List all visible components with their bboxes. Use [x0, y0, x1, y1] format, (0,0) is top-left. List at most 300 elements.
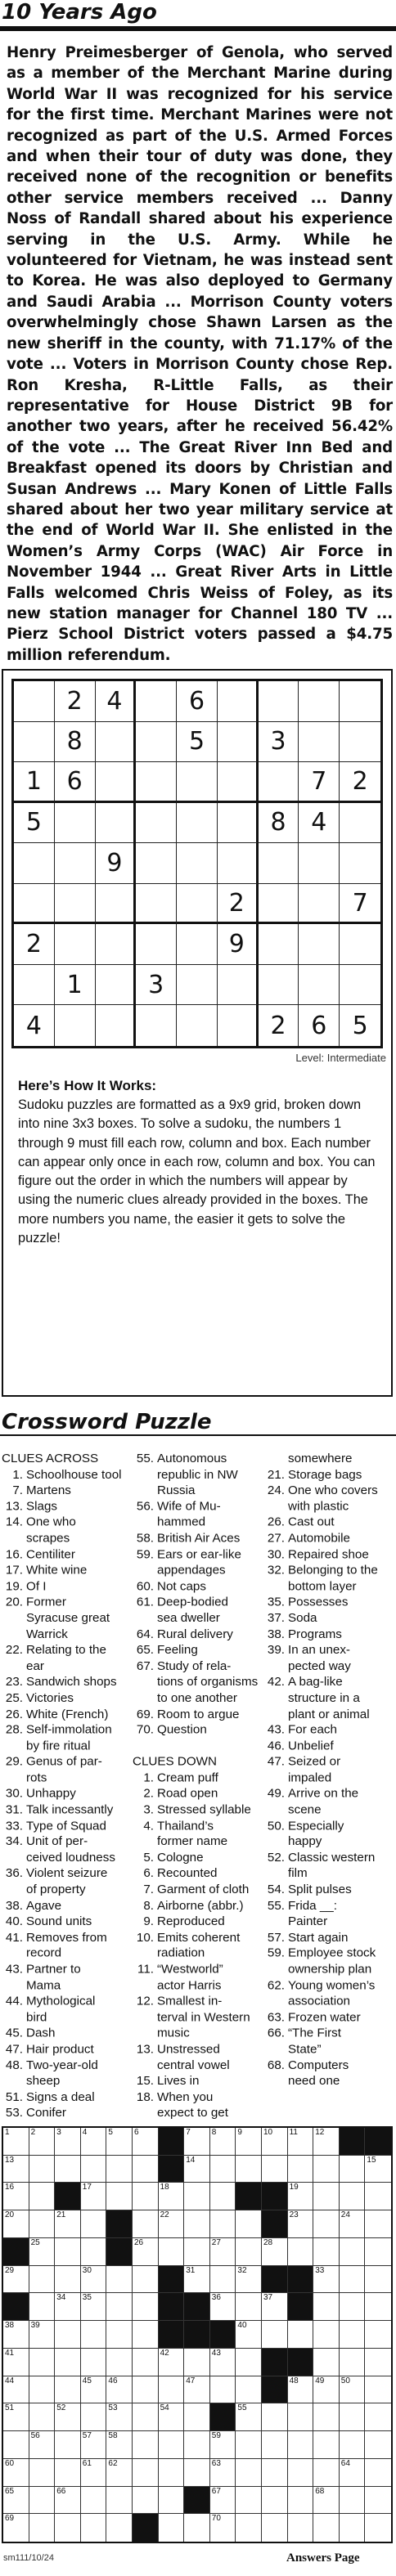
sudoku-cell [136, 924, 177, 965]
crossword-cell[interactable] [288, 2431, 314, 2459]
crossword-cell[interactable] [313, 2459, 340, 2487]
crossword-cell[interactable] [210, 2431, 236, 2459]
crossword-cell[interactable] [159, 2459, 185, 2487]
cell-number: 49 [315, 2376, 325, 2385]
crossword-cell[interactable] [106, 2321, 133, 2349]
sudoku-cell: 3 [259, 722, 299, 763]
crossword-cell[interactable] [236, 2514, 262, 2542]
clue-line [2, 1866, 128, 1883]
crossword-cell[interactable] [81, 2266, 107, 2294]
crossword-cell[interactable] [29, 2376, 56, 2404]
crossword-cell[interactable] [236, 2431, 262, 2459]
clue-line [263, 1994, 389, 2010]
crossword-cell[interactable] [3, 2128, 29, 2156]
cell-number: 38 [5, 2321, 15, 2331]
crossword-cell[interactable] [236, 2376, 262, 2404]
crossword-clues [0, 1451, 396, 2168]
crossword-cell[interactable] [236, 2238, 262, 2266]
crossword-cell[interactable] [340, 2376, 366, 2404]
crossword-cell[interactable] [55, 2349, 81, 2376]
crossword-cell[interactable] [3, 2156, 29, 2183]
crossword-cell[interactable] [55, 2293, 81, 2321]
clue-line [263, 2073, 389, 2089]
clue-line [2, 1467, 128, 1483]
crossword-cell[interactable] [29, 2459, 56, 2487]
clue-number: 67. [136, 1658, 154, 1673]
crossword-cell[interactable] [288, 2376, 314, 2404]
clue-number: 70. [136, 1722, 154, 1737]
crossword-cell[interactable] [236, 2321, 262, 2349]
crossword-cell[interactable] [55, 2376, 81, 2404]
crossword-cell[interactable] [340, 2514, 366, 2542]
crossword-cell[interactable] [236, 2349, 262, 2376]
crossword-cell[interactable] [288, 2321, 314, 2349]
clue-number: 7. [12, 1483, 23, 1497]
crossword-black-cell [184, 2487, 210, 2515]
crossword-cell[interactable] [133, 2321, 159, 2349]
crossword-cell[interactable] [340, 2183, 366, 2210]
crossword-cell[interactable] [3, 2487, 29, 2515]
crossword-cell[interactable] [106, 2431, 133, 2459]
crossword-cell[interactable] [184, 2514, 210, 2542]
crossword-cell[interactable] [159, 2431, 185, 2459]
crossword-cell[interactable] [288, 2210, 314, 2238]
clue-line [2, 1690, 128, 1707]
crossword-cell[interactable] [365, 2487, 391, 2515]
crossword-cell[interactable] [365, 2293, 391, 2321]
crossword-cell[interactable] [313, 2487, 340, 2515]
clue-line [133, 1770, 259, 1786]
clue-text: Especially [288, 1819, 344, 1833]
clue-line [133, 2105, 259, 2121]
sudoku-cell: 4 [14, 1005, 55, 1046]
crossword-cell[interactable] [133, 2238, 159, 2266]
clue-number: 13. [5, 1499, 23, 1514]
crossword-cell[interactable] [313, 2238, 340, 2266]
crossword-cell[interactable] [81, 2128, 107, 2156]
crossword-cell[interactable] [81, 2514, 107, 2542]
crossword-cell[interactable] [313, 2403, 340, 2431]
crossword-cell[interactable] [236, 2487, 262, 2515]
sudoku-cell: 7 [340, 884, 380, 925]
crossword-cell[interactable] [106, 2156, 133, 2183]
clue-number: 59. [136, 1547, 154, 1562]
clue-line [2, 2009, 128, 2026]
crossword-cell[interactable] [55, 2403, 81, 2431]
crossword-cell[interactable] [81, 2403, 107, 2431]
crossword-cell[interactable] [159, 2403, 185, 2431]
crossword-cell[interactable] [133, 2183, 159, 2210]
crossword-cell[interactable] [236, 2403, 262, 2431]
clue-text: actor Harris [157, 1978, 222, 1993]
crossword-cell[interactable] [29, 2487, 56, 2515]
crossword-cell[interactable] [81, 2431, 107, 2459]
crossword-cell[interactable] [210, 2156, 236, 2183]
crossword-cell[interactable] [210, 2293, 236, 2321]
crossword-cell[interactable] [210, 2238, 236, 2266]
crossword-cell[interactable] [3, 2349, 29, 2376]
crossword-cell[interactable] [55, 2210, 81, 2238]
crossword-cell[interactable] [365, 2321, 391, 2349]
clue-number: 28. [5, 1722, 23, 1737]
crossword-cell[interactable] [184, 2459, 210, 2487]
sudoku-cell [136, 843, 177, 884]
crossword-cell[interactable] [133, 2349, 159, 2376]
sudoku-cell [177, 924, 218, 965]
crossword-cell[interactable] [262, 2459, 288, 2487]
crossword-cell[interactable] [262, 2293, 288, 2321]
crossword-cell[interactable] [106, 2514, 133, 2542]
crossword-cell[interactable] [55, 2514, 81, 2542]
cell-number: 11 [289, 2128, 298, 2137]
clue-line [133, 1818, 259, 1834]
clue-number: 13. [136, 2042, 154, 2057]
crossword-cell[interactable] [29, 2349, 56, 2376]
crossword-cell[interactable] [29, 2293, 56, 2321]
crossword-cell[interactable] [81, 2238, 107, 2266]
clue-line [133, 2058, 259, 2074]
clue-line [133, 1578, 259, 1595]
crossword-cell[interactable] [210, 2514, 236, 2542]
clue-text: Sound units [26, 1914, 92, 1929]
crossword-cell[interactable] [133, 2293, 159, 2321]
crossword-cell[interactable] [55, 2156, 81, 2183]
crossword-cell[interactable] [29, 2266, 56, 2294]
cell-number: 1 [5, 2128, 10, 2137]
crossword-cell[interactable] [159, 2210, 185, 2238]
crossword-cell[interactable] [288, 2183, 314, 2210]
crossword-cell[interactable] [313, 2128, 340, 2156]
clue-line [2, 2089, 128, 2106]
clue-text: sheep [26, 2074, 61, 2089]
crossword-cell[interactable] [3, 2514, 29, 2542]
crossword-cell[interactable] [210, 2128, 236, 2156]
crossword-cell[interactable] [133, 2487, 159, 2515]
section-title: Crossword Puzzle [2, 1410, 212, 1434]
cell-number: 12 [315, 2128, 325, 2137]
crossword-cell[interactable] [210, 2210, 236, 2238]
crossword-cell[interactable] [106, 2183, 133, 2210]
cell-number: 69 [5, 2514, 15, 2524]
crossword-cell[interactable] [365, 2266, 391, 2294]
clue-number: 30. [267, 1547, 285, 1562]
clue-text: Airborne (abbr.) [157, 1898, 244, 1913]
crossword-cell[interactable] [133, 2376, 159, 2404]
crossword-cell[interactable] [133, 2210, 159, 2238]
sudoku-cell [177, 762, 218, 803]
crossword-cell[interactable] [133, 2431, 159, 2459]
crossword-cell[interactable] [29, 2183, 56, 2210]
crossword-cell[interactable] [159, 2349, 185, 2376]
crossword-cell[interactable] [288, 2514, 314, 2542]
crossword-cell[interactable] [159, 2487, 185, 2515]
sudoku-cell: 6 [177, 681, 218, 722]
crossword-cell[interactable] [236, 2293, 262, 2321]
crossword-cell[interactable] [159, 2376, 185, 2404]
crossword-cell[interactable] [365, 2403, 391, 2431]
crossword-cell[interactable] [184, 2349, 210, 2376]
crossword-cell[interactable] [313, 2266, 340, 2294]
crossword-cell[interactable] [106, 2403, 133, 2431]
crossword-cell[interactable] [3, 2376, 29, 2404]
clue-number: 55. [136, 1451, 154, 1465]
crossword-cell[interactable] [262, 2321, 288, 2349]
cell-number: 33 [315, 2265, 325, 2275]
crossword-cell[interactable] [106, 2266, 133, 2294]
crossword-cell[interactable] [288, 2403, 314, 2431]
crossword-cell[interactable] [184, 2403, 210, 2431]
crossword-cell[interactable] [365, 2514, 391, 2542]
crossword-cell[interactable] [210, 2376, 236, 2404]
clue-number: 45. [5, 2026, 23, 2040]
crossword-cell[interactable] [365, 2183, 391, 2210]
crossword-cell[interactable] [3, 2210, 29, 2238]
crossword-cell[interactable] [133, 2459, 159, 2487]
clue-text: Cologne [157, 1851, 204, 1865]
sudoku-level: Level: Intermediate [295, 1052, 386, 1064]
clue-line [133, 1451, 259, 1467]
crossword-cell[interactable] [313, 2349, 340, 2376]
crossword-cell[interactable] [340, 2210, 366, 2238]
crossword-cell[interactable] [236, 2459, 262, 2487]
crossword-cell[interactable] [340, 2293, 366, 2321]
crossword-cell[interactable] [340, 2238, 366, 2266]
crossword-cell[interactable] [3, 2183, 29, 2210]
clue-line [2, 1578, 128, 1595]
crossword-cell[interactable] [55, 2266, 81, 2294]
crossword-cell[interactable] [262, 2514, 288, 2542]
crossword-cell[interactable] [81, 2293, 107, 2321]
crossword-cell[interactable] [55, 2128, 81, 2156]
sudoku-cell: 9 [96, 843, 137, 884]
crossword-cell[interactable] [340, 2321, 366, 2349]
crossword-cell[interactable] [288, 2459, 314, 2487]
crossword-cell[interactable] [313, 2376, 340, 2404]
clue-line [2, 1627, 128, 1643]
cell-number: 10 [263, 2128, 273, 2137]
crossword-cell[interactable] [3, 2321, 29, 2349]
crossword-cell[interactable] [133, 2128, 159, 2156]
clue-line [133, 1834, 259, 1851]
sudoku-cell [340, 681, 380, 722]
clue-text: pected way [288, 1658, 351, 1673]
crossword-cell[interactable] [288, 2156, 314, 2183]
crossword-cell[interactable] [81, 2321, 107, 2349]
clue-line [263, 1866, 389, 1883]
crossword-cell[interactable] [313, 2210, 340, 2238]
crossword-cell[interactable] [365, 2156, 391, 2183]
crossword-cell[interactable] [236, 2266, 262, 2294]
crossword-cell[interactable] [340, 2431, 366, 2459]
crossword-cell[interactable] [106, 2293, 133, 2321]
cell-number: 29 [5, 2265, 15, 2275]
crossword-cell[interactable] [288, 2128, 314, 2156]
crossword-cell[interactable] [3, 2459, 29, 2487]
crossword-cell[interactable] [29, 2403, 56, 2431]
clue-text: Signs a deal [26, 2089, 95, 2104]
clue-text: In an unex- [288, 1643, 350, 1658]
crossword-cell[interactable] [184, 2376, 210, 2404]
crossword-cell[interactable] [81, 2183, 107, 2210]
clue-heading: CLUES DOWN [133, 1754, 217, 1769]
crossword-cell[interactable] [365, 2210, 391, 2238]
cell-number: 5 [108, 2128, 113, 2137]
crossword-cell[interactable] [340, 2266, 366, 2294]
crossword-cell[interactable] [365, 2431, 391, 2459]
crossword-cell[interactable] [262, 2156, 288, 2183]
crossword-cell[interactable] [262, 2487, 288, 2515]
answers-page-link[interactable]: Answers Page [286, 2551, 360, 2565]
crossword-cell[interactable] [262, 2128, 288, 2156]
clue-text: Victories [26, 1690, 74, 1705]
crossword-cell[interactable] [365, 2238, 391, 2266]
crossword-cell[interactable] [106, 2459, 133, 2487]
crossword-cell[interactable] [184, 2183, 210, 2210]
crossword-cell[interactable] [262, 2238, 288, 2266]
crossword-cell[interactable] [210, 2266, 236, 2294]
sudoku-cell [55, 843, 96, 884]
clue-line [133, 1546, 259, 1563]
clue-text: Hair product [26, 2042, 94, 2057]
crossword-cell[interactable] [236, 2156, 262, 2183]
clue-text: Computers [288, 2058, 349, 2072]
crossword-cell[interactable] [159, 2514, 185, 2542]
crossword-cell[interactable] [340, 2459, 366, 2487]
clue-line [263, 1531, 389, 1547]
clue-line [133, 2009, 259, 2026]
clue-text: need one [288, 2074, 340, 2089]
crossword-cell[interactable] [3, 2266, 29, 2294]
clue-line [133, 1467, 259, 1483]
crossword-cell[interactable] [106, 2349, 133, 2376]
crossword-cell[interactable] [3, 2403, 29, 2431]
cell-number: 46 [108, 2376, 118, 2385]
crossword-cell[interactable] [55, 2431, 81, 2459]
crossword-cell[interactable] [159, 2183, 185, 2210]
sudoku-cell: 6 [299, 1005, 340, 1046]
crossword-cell[interactable] [365, 2459, 391, 2487]
clue-line [263, 1834, 389, 1851]
clue-text: Agave [26, 1898, 62, 1913]
crossword-cell[interactable] [106, 2376, 133, 2404]
crossword-cell[interactable] [106, 2128, 133, 2156]
crossword-cell[interactable] [340, 2349, 366, 2376]
crossword-cell[interactable] [340, 2487, 366, 2515]
clue-line [133, 1945, 259, 1962]
crossword-cell[interactable] [288, 2238, 314, 2266]
clue-line [263, 1690, 389, 1707]
clue-number: 60. [136, 1579, 154, 1594]
crossword-cell[interactable] [184, 2431, 210, 2459]
clue-line [263, 1499, 389, 1515]
sudoku-cell: 1 [14, 762, 55, 803]
crossword-cell[interactable] [29, 2514, 56, 2542]
clue-text: Talk incessantly [26, 1802, 114, 1817]
sudoku-cell: 2 [55, 681, 96, 722]
crossword-cell[interactable] [313, 2514, 340, 2542]
crossword-cell[interactable] [313, 2156, 340, 2183]
clue-line [133, 2089, 259, 2106]
crossword-cell[interactable] [29, 2238, 56, 2266]
crossword-cell[interactable] [340, 2156, 366, 2183]
crossword-cell[interactable] [29, 2156, 56, 2183]
crossword-cell[interactable] [184, 2210, 210, 2238]
crossword-cell[interactable] [55, 2487, 81, 2515]
crossword-cell[interactable] [340, 2403, 366, 2431]
crossword-cell[interactable] [29, 2210, 56, 2238]
crossword-cell[interactable] [55, 2321, 81, 2349]
crossword-cell[interactable] [55, 2459, 81, 2487]
clue-line [2, 2073, 128, 2089]
crossword-cell[interactable] [210, 2487, 236, 2515]
crossword-cell[interactable] [313, 2431, 340, 2459]
crossword-cell[interactable] [210, 2183, 236, 2210]
clue-number: 15. [136, 2074, 154, 2089]
clue-text: One who covers [288, 1483, 378, 1497]
crossword-cell[interactable] [55, 2238, 81, 2266]
crossword-cell[interactable] [236, 2128, 262, 2156]
clue-line [2, 2026, 128, 2042]
clue-number: 32. [267, 1563, 285, 1577]
crossword-cell[interactable] [236, 2210, 262, 2238]
crossword-cell[interactable] [210, 2459, 236, 2487]
clue-line [263, 1945, 389, 1962]
crossword-cell[interactable] [184, 2266, 210, 2294]
clue-number: 6. [143, 1866, 154, 1881]
crossword-cell[interactable] [288, 2487, 314, 2515]
clue-number: 36. [5, 1866, 23, 1881]
crossword-cell[interactable] [29, 2431, 56, 2459]
cell-number: 3 [56, 2128, 61, 2137]
crossword-cell[interactable] [262, 2403, 288, 2431]
clue-line [2, 1914, 128, 1930]
crossword-cell[interactable] [184, 2128, 210, 2156]
crossword-cell[interactable] [313, 2293, 340, 2321]
crossword-cell[interactable] [133, 2156, 159, 2183]
crossword-cell[interactable] [81, 2210, 107, 2238]
sudoku-cell: 5 [14, 803, 55, 844]
clue-line [133, 1802, 259, 1818]
cell-number: 37 [263, 2293, 273, 2303]
crossword-cell[interactable] [313, 2321, 340, 2349]
crossword-cell[interactable] [81, 2349, 107, 2376]
crossword-cell[interactable] [3, 2431, 29, 2459]
sudoku-cell: 4 [299, 803, 340, 844]
crossword-cell[interactable] [184, 2238, 210, 2266]
crossword-cell[interactable] [159, 2238, 185, 2266]
crossword-cell[interactable] [365, 2376, 391, 2404]
crossword-black-cell [106, 2238, 133, 2266]
crossword-cell[interactable] [81, 2487, 107, 2515]
crossword-cell[interactable] [106, 2487, 133, 2515]
crossword-cell[interactable] [210, 2349, 236, 2376]
cell-number: 7 [186, 2128, 191, 2137]
crossword-cell[interactable] [133, 2266, 159, 2294]
clue-line [133, 1722, 259, 1739]
crossword-cell[interactable] [29, 2321, 56, 2349]
crossword-cell[interactable] [81, 2156, 107, 2183]
crossword-cell[interactable] [133, 2403, 159, 2431]
crossword-cell[interactable] [365, 2349, 391, 2376]
crossword-cell[interactable] [29, 2128, 56, 2156]
crossword-cell[interactable] [81, 2459, 107, 2487]
crossword-cell[interactable] [184, 2156, 210, 2183]
crossword-cell[interactable] [313, 2183, 340, 2210]
crossword-cell[interactable] [262, 2431, 288, 2459]
clue-number: 10. [136, 1930, 154, 1945]
crossword-cell[interactable] [81, 2376, 107, 2404]
clue-number: 29. [5, 1754, 23, 1769]
